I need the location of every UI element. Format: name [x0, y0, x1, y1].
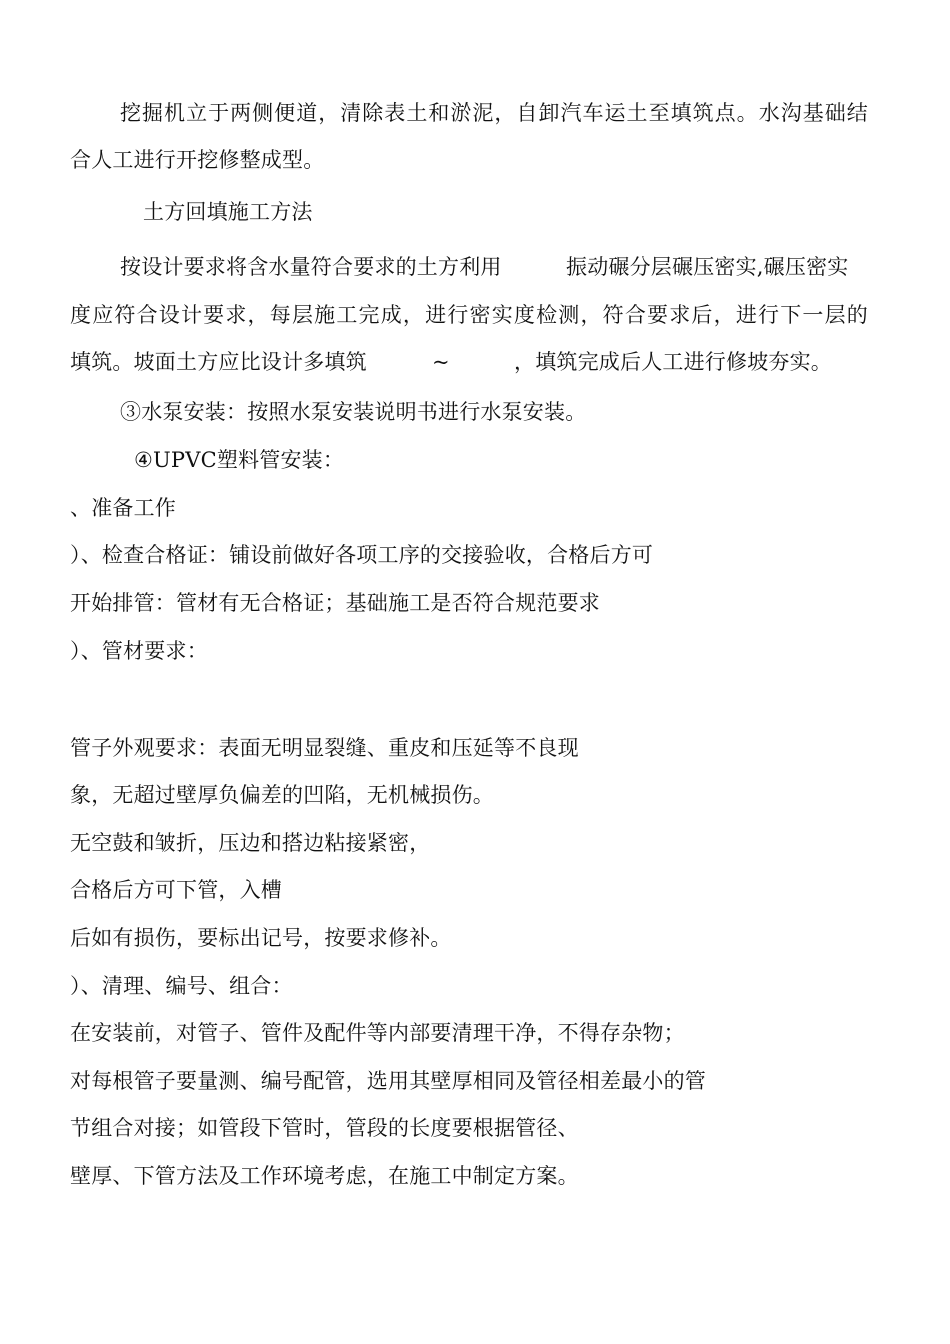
pipe-requirement-line: 后如有损伤，要标出记号，按要求修补。: [70, 926, 452, 950]
paragraph-backfill-line-3-part-b: ，填筑完成后人工进行修坡夯实。: [514, 350, 832, 374]
pipe-requirement-line: 无空鼓和皱折，压边和搭边粘接紧密，: [70, 831, 431, 855]
paragraph-backfill-line-3: [0, 348, 950, 376]
item-upvc-installation: ④UPVC塑料管安装：: [134, 448, 345, 472]
clean-instruction-line: 节组合对接；如管段下管时，管段的长度要根据管径、: [70, 1116, 579, 1140]
subheading-pipe-requirements: ）、管材要求：: [70, 639, 208, 663]
paragraph-backfill-line-1: [0, 253, 950, 281]
subheading-check-certificate: ）、检查合格证：铺设前做好各项工序的交接验收，合格后方可: [70, 543, 654, 567]
paragraph-backfill-line-3-part-a: 填筑。坡面土方应比设计多填筑: [70, 350, 367, 374]
subheading-clean-number-assemble: ）、清理、编号、组合：: [70, 974, 293, 998]
heading-backfill-method: 土方回填施工方法: [143, 200, 313, 224]
pipe-requirement-line: 管子外观要求：表面无明显裂缝、重皮和压延等不良现: [70, 736, 579, 760]
paragraph-excavation-line-2: 合人工进行开挖修整成型。: [70, 148, 325, 172]
paragraph-excavation-line-1: 挖掘机立于两侧便道，清除表土和淤泥，自卸汽车运土至填筑点。水沟基础结: [120, 101, 868, 125]
paragraph-backfill-line-1-part-a: 按设计要求将含水量符合要求的土方利用: [120, 255, 502, 279]
paragraph-backfill-line-2: 度应符合设计要求，每层施工完成，进行密实度检测，符合要求后，进行下一层的: [70, 303, 868, 327]
pipe-requirement-line: 象，无超过壁厚负偏差的凹陷，无机械损伤。: [70, 783, 494, 807]
subheading-preparation: 、准备工作: [70, 496, 176, 520]
clean-instruction-line: 在安装前，对管子、管件及配件等内部要清理干净，不得存杂物；: [70, 1021, 685, 1045]
paragraph-backfill-line-1-part-b: 振动碾分层碾压密实,碾压密实: [566, 255, 849, 279]
item-pump-installation: ③水泵安装：按照水泵安装说明书进行水泵安装。: [120, 400, 587, 424]
check-certificate-continuation: 开始排管：管材有无合格证；基础施工是否符合规范要求: [70, 591, 600, 615]
tilde-range-mark: ~: [432, 350, 450, 374]
pipe-requirement-line: 合格后方可下管，入槽: [70, 878, 282, 902]
clean-instruction-line: 对每根管子要量测、编号配管，选用其壁厚相同及管径相差最小的管: [70, 1069, 706, 1093]
clean-instruction-line: 壁厚、下管方法及工作环境考虑，在施工中制定方案。: [70, 1164, 579, 1188]
